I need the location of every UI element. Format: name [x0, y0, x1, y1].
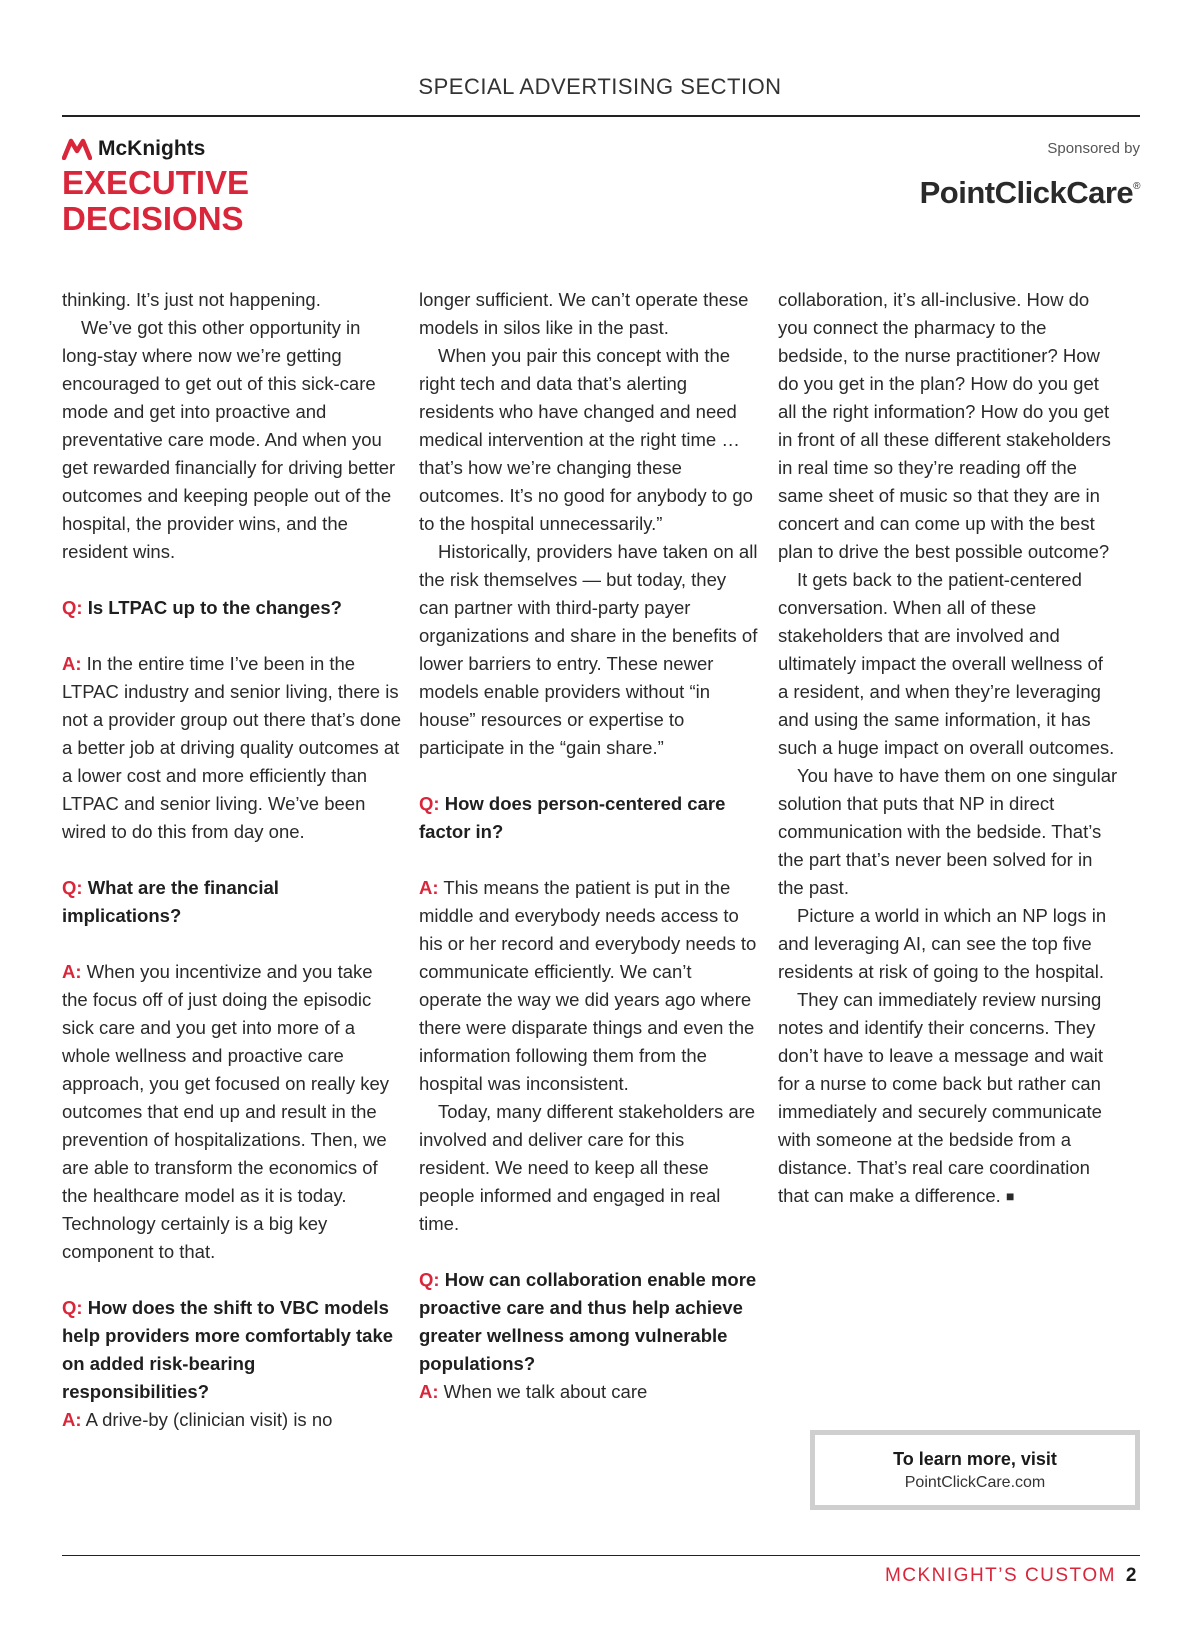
question-label: Q:: [419, 793, 440, 814]
paragraph: [419, 286, 759, 342]
answer: [62, 958, 402, 1266]
answer: [419, 1378, 759, 1406]
cta-url[interactable]: PointClickCare.com: [904, 1474, 1046, 1491]
paragraph-text: We’ve got this other opportunity in long-stay where now we’re getting encouraged to get out of this sick-care mode and get into proactive and preventative care mode. And when you get rewarded financially for driving better outcomes and keeping people out of the hospital, the provider wins, and the resident wins.: [62, 317, 396, 562]
bottom-rule: [62, 1555, 1140, 1556]
top-rule: [62, 115, 1140, 117]
paragraph: [778, 986, 1118, 1210]
question: [62, 874, 402, 930]
paragraph: [778, 566, 1118, 762]
paragraph-text: It gets back to the patient-centered conversation. When all of these stakeholders that are involved and ultimately impact the overall wellness of a resident, and when they’re leveraging and using the same information, it has such a huge impact on overall outcomes.: [778, 569, 1115, 758]
paragraph-gap: [62, 566, 402, 594]
cta-title: To learn more, visit: [893, 1449, 1057, 1469]
question: [419, 790, 759, 846]
paragraph: [419, 1098, 759, 1238]
paragraph: [419, 538, 759, 762]
paragraph-text: This means the patient is put in the middle and everybody needs access to his or her record and everybody needs to communicate efficiently. We can’t operate the way we did years ago where there were disparate things and even the information following them from the hospital was inconsistent.: [419, 877, 757, 1094]
answer-label: A:: [62, 961, 82, 982]
answer: [62, 1406, 402, 1434]
question-text: Is LTPAC up to the changes?: [87, 597, 342, 618]
registered-mark: ®: [1133, 181, 1140, 192]
sponsor-logo: [920, 175, 1140, 211]
article-column-3: [778, 286, 1118, 1210]
question-text: How can collaboration enable more proactive care and thus help achieve greater wellness among vulnerable populations?: [419, 1269, 757, 1374]
question-text: How does the shift to VBC models help providers more comfortably take on added risk-bearing responsibilities?: [62, 1297, 394, 1402]
paragraph-gap: [62, 622, 402, 650]
question-text: What are the financial implications?: [62, 877, 279, 926]
paragraph-text: A drive-by (clinician visit) is no: [85, 1409, 333, 1430]
answer-label: A:: [419, 877, 439, 898]
section-title: [62, 165, 249, 237]
publication-brand: [62, 137, 249, 237]
paragraph-text: thinking. It’s just not happening.: [62, 289, 321, 310]
paragraph: [62, 286, 402, 314]
answer: [62, 650, 402, 846]
paragraph-text: Today, many different stakeholders are involved and deliver care for this resident. We need to keep all these people informed and engaged in real time.: [419, 1101, 756, 1234]
paragraph-gap: [62, 1266, 402, 1294]
article-column-1: [62, 286, 402, 1434]
question-text: How does person-centered care factor in?: [419, 793, 726, 842]
end-of-article-mark: ■: [1005, 1188, 1015, 1204]
paragraph-gap: [419, 846, 759, 874]
paragraph-text: When we talk about care: [443, 1381, 648, 1402]
sponsor-label: Sponsored by: [1047, 140, 1140, 157]
question-label: Q:: [62, 1297, 83, 1318]
article-column-2: [419, 286, 759, 1406]
paragraph-text: They can immediately review nursing notes and identify their concerns. They don’t have to leave a message and wait for a nurse to come back but rather can immediately and securely communicate with someone at the bedside from a distance. That’s real care coordination that can make a difference.: [778, 989, 1103, 1206]
paragraph-text: In the entire time I’ve been in the LTPAC industry and senior living, there is not a provider group out there that’s done a better job at driving quality outcomes at a lower cost and more efficiently than LTPAC and senior living. We’ve been wired to do this from day one.: [62, 653, 402, 842]
section-title-line-2: DECISIONS: [62, 200, 244, 237]
paragraph: [778, 762, 1118, 902]
question: [62, 594, 402, 622]
mcknights-logo-icon: [62, 138, 92, 160]
answer: [419, 874, 759, 1098]
paragraph-text: longer sufficient. We can’t operate these models in silos like in the past.: [419, 289, 749, 338]
question-label: Q:: [62, 877, 83, 898]
cta-box: [810, 1430, 1140, 1510]
answer-label: A:: [62, 653, 82, 674]
footer-label: MCKNIGHT’S CUSTOM: [884, 1565, 1116, 1586]
answer-label: A:: [62, 1409, 82, 1430]
question: [62, 1294, 402, 1406]
question-label: Q:: [62, 597, 83, 618]
paragraph-text: Picture a world in which an NP logs in and leveraging AI, can see the top five residents at risk of going to the hospital.: [778, 905, 1107, 982]
brand-name: McKnights: [98, 137, 206, 160]
paragraph-text: You have to have them on one singular solution that puts that NP in direct communication with the bedside. That’s the part that’s never been solved for in the past.: [778, 765, 1118, 898]
sponsor-name: PointClickCare: [919, 175, 1134, 210]
question-label: Q:: [419, 1269, 440, 1290]
paragraph-text: collaboration, it’s all-inclusive. How do you connect the pharmacy to the bedside, to the nurse practitioner? How do you get in the plan? How do you get all the right information? How do you get in front of all these different stakeholders in real time so they’re reading off the same sheet of music so that they are in concert and can come up with the best plan to drive the best possible outcome?: [778, 289, 1111, 562]
paragraph: [778, 902, 1118, 986]
paragraph: [62, 314, 402, 566]
answer-label: A:: [419, 1381, 439, 1402]
paragraph-text: When you incentivize and you take the focus off of just doing the episodic sick care and you get into more of a whole wellness and proactive care approach, you get focused on really key outcomes that end up and result in the prevention of hospitalizations. Then, we are able to transform the economics of the healthcare model as it is today. Technology certainly is a big key component to that.: [62, 961, 390, 1262]
paragraph-text: When you pair this concept with the right tech and data that’s alerting residents who have changed and need medical intervention at the right time … that’s how we’re changing these outcomes. It’s no good for anybody to go to the hospital unnecessarily.”: [419, 345, 753, 534]
section-label: SPECIAL ADVERTISING SECTION: [418, 74, 782, 99]
section-title-line-1: EXECUTIVE: [62, 164, 250, 201]
page-number: 2: [1125, 1565, 1138, 1586]
paragraph-gap: [419, 1238, 759, 1266]
paragraph-gap: [419, 762, 759, 790]
page-footer: [885, 1565, 1138, 1587]
paragraph-gap: [62, 930, 402, 958]
paragraph-gap: [62, 846, 402, 874]
question: [419, 1266, 759, 1378]
paragraph: [778, 286, 1118, 566]
paragraph: [419, 342, 759, 538]
sponsor-block: [920, 140, 1140, 211]
paragraph-text: Historically, providers have taken on all the risk themselves — but today, they can partner with third-party payer organizations and share in the benefits of lower barriers to entry. These newer models enable providers without “in house” resources or expertise to participate in the “gain share.”: [419, 541, 758, 758]
